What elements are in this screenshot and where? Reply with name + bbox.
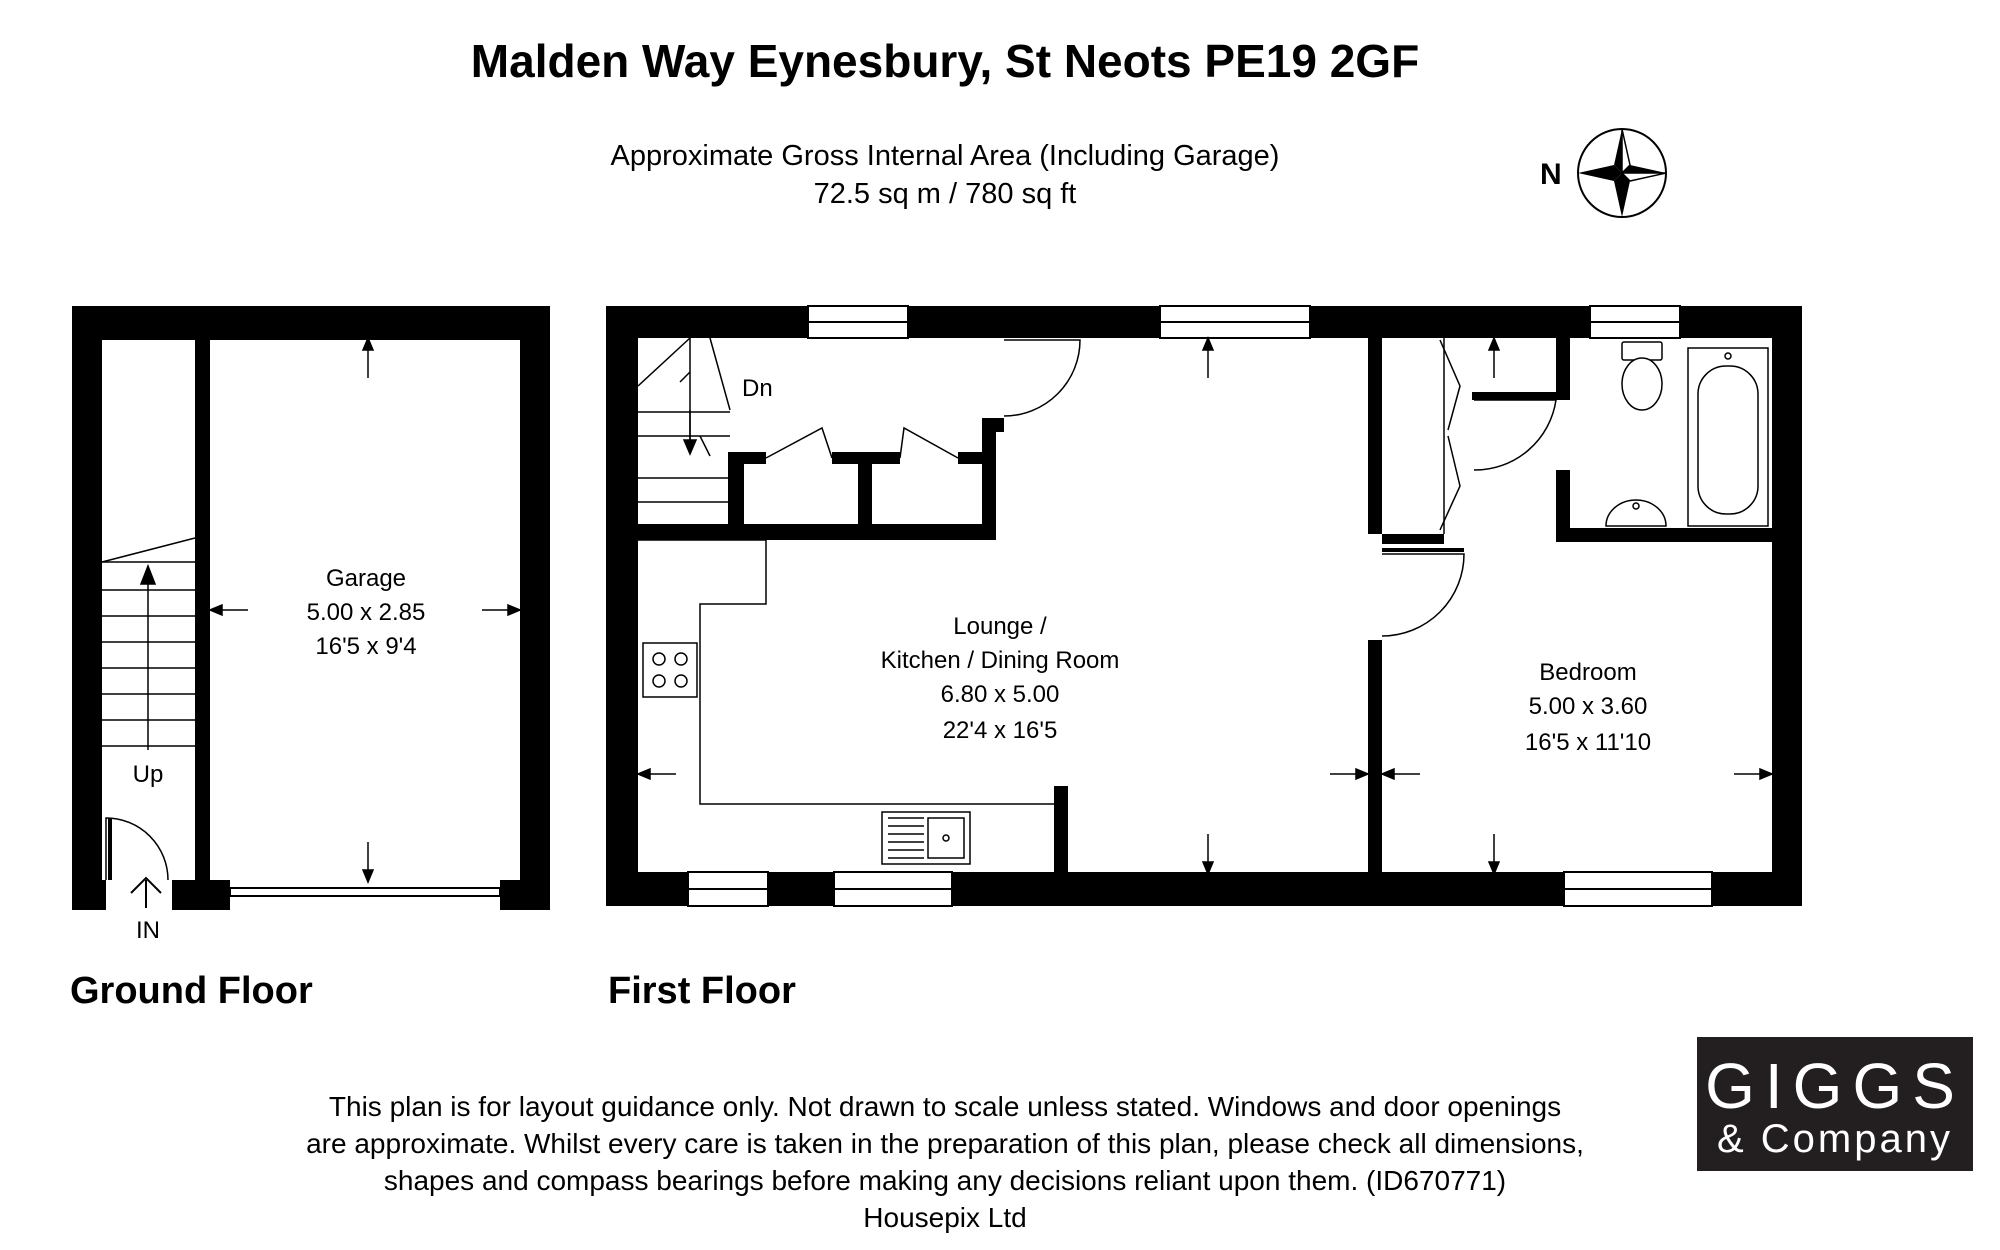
first-floor-plan [606,306,1802,906]
sink-icon [882,812,970,864]
plan-title: Malden Way Eynesbury, St Neots PE19 2GF [470,35,1420,87]
garage-imperial: 16'5 x 9'4 [315,633,417,660]
disclaimer-line-2: are approximate. Whilst every care is taken in the preparation of this plan, please check all dimensions, [306,1128,1584,1159]
disclaimer-line-4: Housepix Ltd [863,1202,1027,1233]
lounge-label-line2: Kitchen / Dining Room [880,647,1120,674]
lounge-label-line1: Lounge / [953,613,1047,640]
disclaimer-line-3: shapes and compass bearings before making any decisions reliant upon them. (ID670771) [383,1165,1507,1196]
logo-subtitle: & Company [1717,1117,1953,1161]
compass-north-label: N [1540,158,1562,191]
lounge-imperial: 22'4 x 16'5 [942,717,1058,744]
first-floor-label: First Floor [608,970,796,1012]
disclaimer-line-1: This plan is for layout guidance only. Not drawn to scale unless stated. Windows and door openings [328,1091,1562,1122]
basin-icon [1606,500,1666,526]
lounge-metric: 6.80 x 5.00 [940,681,1060,708]
garage-metric: 5.00 x 2.85 [306,599,426,626]
entrance-label: IN [136,917,160,944]
bedroom-metric: 5.00 x 3.60 [1528,693,1648,720]
giggs-company-logo [1697,1037,1973,1171]
stairs-down-label: Dn [742,375,773,402]
logo-wordmark: GIGGS [1705,1050,1965,1122]
bedroom-label: Bedroom [1539,659,1637,686]
stairs-up-label: Up [132,761,164,788]
disclaimer [0,1088,1890,1236]
garage-label: Garage [325,565,407,592]
ground-floor-label: Ground Floor [70,970,313,1012]
compass-rose-icon [1578,129,1666,217]
toilet-icon [1622,342,1662,410]
bath-icon [1688,348,1768,526]
bedroom-imperial: 16'5 x 11'10 [1524,729,1652,756]
hob-icon [643,643,697,697]
gross-area-value: 72.5 sq m / 780 sq ft [813,178,1077,210]
gross-area-caption: Approximate Gross Internal Area (Including Garage) [610,140,1280,172]
